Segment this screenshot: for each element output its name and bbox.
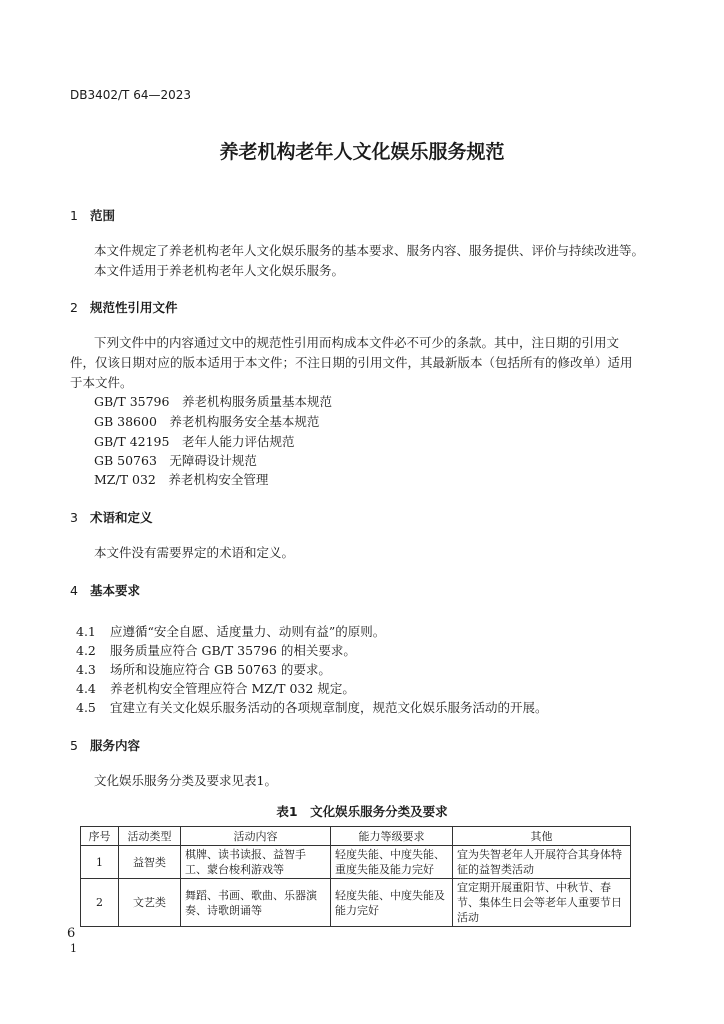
requirement-item	[76, 679, 355, 697]
section-number: 2	[70, 300, 78, 315]
clause-text: 场所和设施应符合 GB 50763 的要求。	[110, 662, 331, 677]
section-number: 1	[70, 208, 78, 223]
section-title: 规范性引用文件	[90, 300, 178, 315]
document-code: DB3402/T 64—2023	[70, 88, 192, 102]
table-cell: 2	[81, 879, 119, 927]
document-title: 养老机构老年人文化娱乐服务规范	[219, 141, 505, 163]
clause-text: 服务质量应符合 GB/T 35796 的相关要求。	[110, 643, 356, 658]
clause-text: 养老机构安全管理应符合 MZ/T 032 规定。	[110, 681, 355, 696]
clause-number: 4.5	[76, 700, 96, 715]
section-3-heading	[70, 508, 153, 526]
clause-number: 4.1	[76, 624, 96, 639]
section-5-heading	[70, 736, 140, 754]
requirement-item	[76, 641, 356, 659]
table-cell: 轻度失能、中度失能、重度失能及能力完好	[331, 846, 453, 879]
requirement-item	[76, 698, 548, 716]
reference-item: GB 38600 养老机构服务安全基本规范	[94, 414, 320, 429]
section-1-heading	[70, 206, 115, 224]
table-cell: 1	[81, 846, 119, 879]
reference-item: MZ/T 032 养老机构安全管理	[94, 472, 269, 487]
column-header: 序号	[81, 827, 119, 846]
paragraph: 本文件没有需要界定的术语和定义。	[94, 545, 295, 560]
section-title: 范围	[90, 208, 116, 223]
section-number: 5	[70, 738, 78, 753]
page-subnumber: 1	[70, 942, 77, 955]
table-caption: 表1 文化娱乐服务分类及要求	[276, 804, 448, 819]
section-number: 3	[70, 510, 78, 525]
column-header: 活动内容	[181, 827, 331, 846]
section-2-heading	[70, 298, 178, 316]
column-header: 其他	[453, 827, 631, 846]
clause-number: 4.4	[76, 681, 96, 696]
table-cell: 文艺类	[119, 879, 181, 927]
table-header-row	[81, 827, 631, 846]
clause-number: 4.3	[76, 662, 96, 677]
table-cell: 宜定期开展重阳节、中秋节、春节、集体生日会等老年人重要节日活动	[453, 879, 631, 927]
table-cell: 舞蹈、书画、歌曲、乐器演奏、诗歌朗诵等	[181, 879, 331, 927]
clause-number: 4.2	[76, 643, 96, 658]
requirement-item	[76, 622, 385, 640]
table-row	[81, 879, 631, 927]
paragraph: 本文件适用于养老机构老年人文化娱乐服务。	[94, 263, 345, 278]
column-header: 活动类型	[119, 827, 181, 846]
paragraph: 下列文件中的内容通过文中的规范性引用而构成本文件必不可少的条款。其中，注日期的引用文件，仅该日期对应的版本适用于本文件；不注日期的引用文件，其最新版本（包括所有的修改单）适用于本文件。	[70, 335, 633, 390]
table-row	[81, 846, 631, 879]
clause-text: 应遵循“安全自愿、适度量力、动则有益”的原则。	[110, 624, 386, 639]
reference-item: GB/T 35796 养老机构服务质量基本规范	[94, 394, 332, 409]
column-header: 能力等级要求	[331, 827, 453, 846]
table-cell: 宜为失智老年人开展符合其身体特征的益智类活动	[453, 846, 631, 879]
clause-text: 宜建立有关文化娱乐服务活动的各项规章制度，规范文化娱乐服务活动的开展。	[110, 700, 548, 715]
reference-item: GB 50763 无障碍设计规范	[94, 453, 257, 468]
section-title: 服务内容	[90, 738, 141, 753]
paragraph: 文化娱乐服务分类及要求见表1。	[94, 773, 277, 788]
table-cell: 棋牌、读书读报、益智手工、蒙台梭利游戏等	[181, 846, 331, 879]
reference-item: GB/T 42195 老年人能力评估规范	[94, 434, 295, 449]
requirement-item	[76, 660, 331, 678]
paragraph: 本文件规定了养老机构老年人文化娱乐服务的基本要求、服务内容、服务提供、评价与持续改进等。	[94, 243, 645, 258]
table-cell: 益智类	[119, 846, 181, 879]
section-title: 基本要求	[90, 583, 141, 598]
table-cell: 轻度失能、中度失能及能力完好	[331, 879, 453, 927]
section-number: 4	[70, 583, 78, 598]
service-category-table	[80, 826, 631, 927]
section-title: 术语和定义	[90, 510, 153, 525]
page-number: 6	[67, 926, 76, 941]
section-4-heading	[70, 581, 140, 599]
